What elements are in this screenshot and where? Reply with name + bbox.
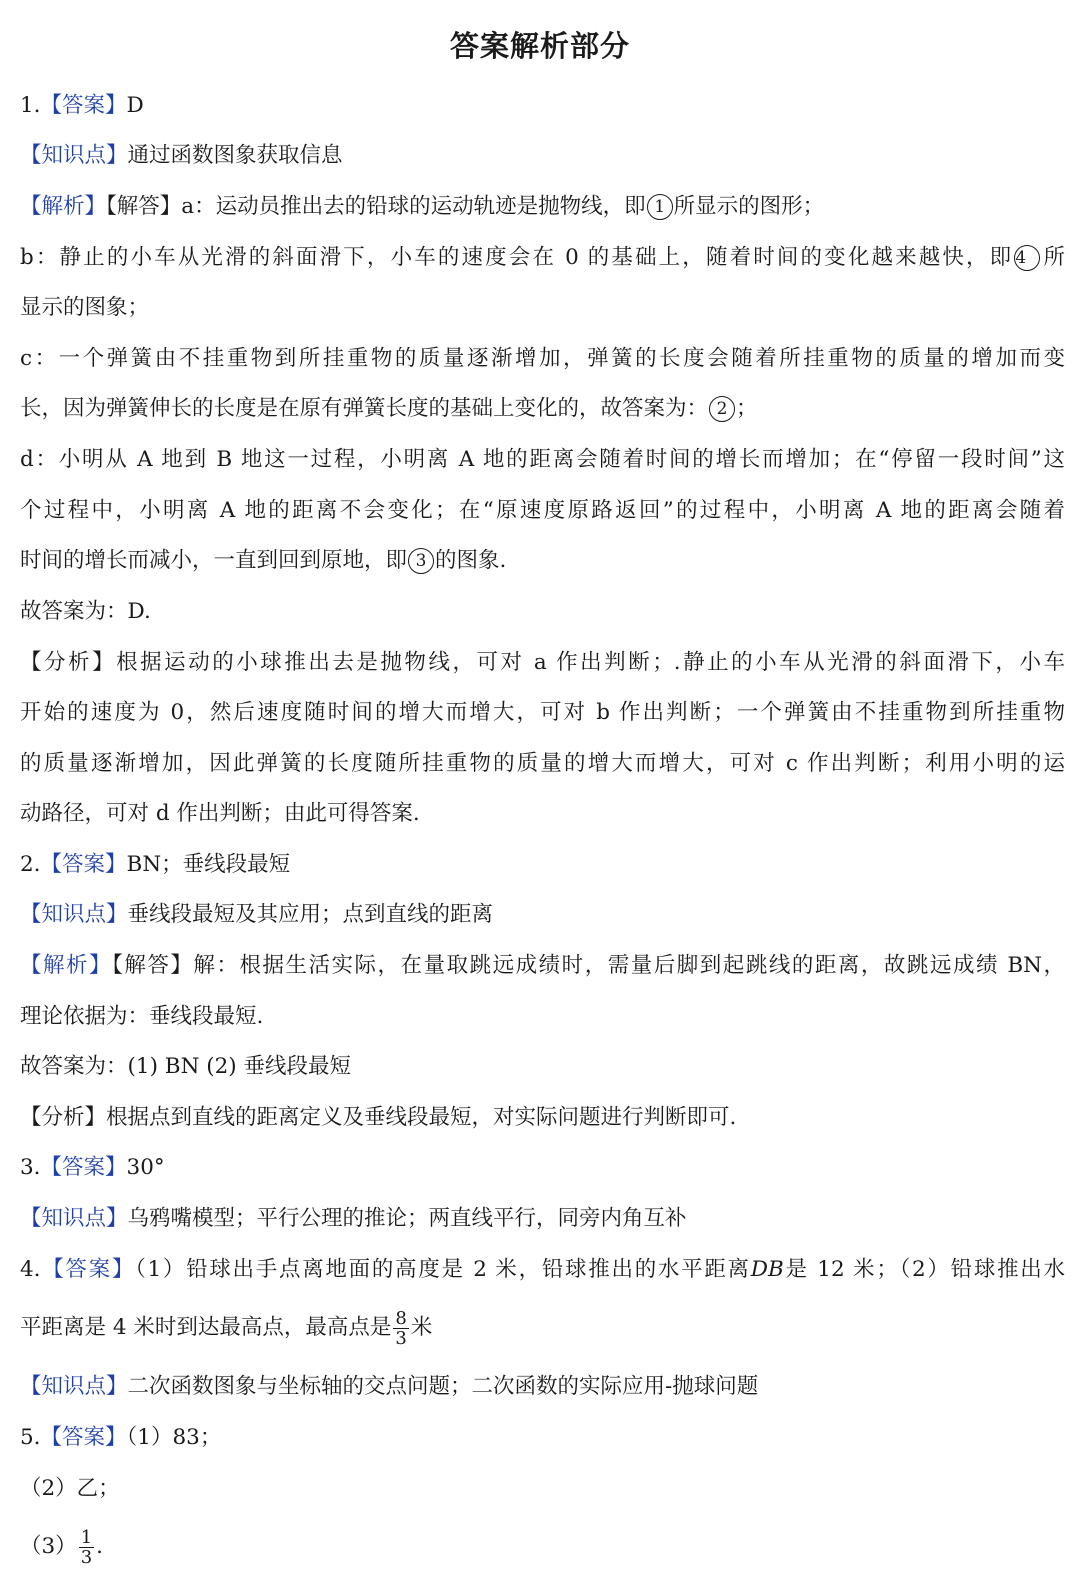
q3-answer: 30° [126, 1155, 165, 1180]
fraction-1-3 [79, 1528, 94, 1567]
circled-number: 1 [647, 194, 673, 220]
q5-ans3-suffix: . [96, 1534, 103, 1559]
q1-final-line [20, 594, 1065, 630]
answer-label: 【答案】 [40, 93, 127, 118]
q4-answer-line-2 [20, 1306, 1065, 1350]
q1-b-text2: 所 [1041, 245, 1065, 270]
q1-answer-line [20, 88, 1065, 124]
q2-sol2: 理论依据为：垂线段最短. [20, 1004, 264, 1029]
q2-number: 2. [20, 852, 41, 877]
q1-c-text3: ； [736, 396, 758, 421]
knowledge-label: 【知识点】 [20, 1206, 128, 1231]
q4-knowledge-line [20, 1369, 1065, 1405]
analysis-label: 【解析】 [20, 194, 107, 219]
q1-answer: D [126, 93, 144, 118]
q1-b-text3: 显示的图象； [20, 295, 150, 320]
q2-final-line [20, 1049, 1065, 1085]
knowledge-label: 【知识点】 [20, 1374, 128, 1399]
q2-solution-line [20, 948, 1065, 984]
fraction-numerator: 8 [395, 1307, 407, 1329]
knowledge-label: 【知识点】 [20, 143, 128, 168]
q1-d-line-3 [20, 543, 1065, 579]
q1-c-text1: c：一个弹簧由不挂重物到所挂重物的质量逐渐增加，弹簧的长度会随着所挂重物的质量的增加而变 [20, 346, 1065, 371]
q1-review-line-4 [20, 796, 1065, 832]
fraction-numerator: 1 [80, 1526, 93, 1548]
q5-answer-line [20, 1420, 1065, 1456]
q4-ans1a: （1）铅球出手点离地面的高度是 2 米，铅球推出的水平距离 [135, 1257, 751, 1282]
fraction-8-3 [393, 1309, 408, 1348]
analysis-label: 【解析】 [20, 953, 113, 978]
answer-label: 【答案】 [40, 1257, 136, 1282]
q2-review: 根据点到直线的距离定义及垂线段最短，对实际问题进行判断即可. [106, 1105, 737, 1130]
solution-label: 【解答】 [112, 953, 194, 978]
q1-d-text3: 时间的增长而减小，一直到回到原地，即 [20, 548, 408, 573]
q5-ans3-prefix: （3） [20, 1534, 77, 1559]
q1-review-line-2 [20, 695, 1065, 731]
answer-label: 【答案】 [40, 1425, 127, 1450]
q1-review4: 动路径，可对 d 作出判断；由此可得答案. [20, 801, 420, 826]
q1-knowledge: 通过函数图象获取信息 [127, 143, 343, 168]
q1-d-text4: 的图象. [435, 548, 507, 573]
q1-a-text1: a：运动员推出去的铅球的运动轨迹是抛物线，即 [181, 194, 646, 219]
q5-answer-line-2 [20, 1471, 1065, 1507]
q3-knowledge: 乌鸦嘴模型；平行公理的推论；两直线平行，同旁内角互补 [127, 1206, 687, 1231]
q3-answer-line [20, 1150, 1065, 1186]
q1-review3: 的质量逐渐增加，因此弹簧的长度随所挂重物的质量的增大而增大，可对 c 作出判断；利用小明的运 [20, 751, 1065, 776]
q5-answer-line-3 [20, 1525, 1065, 1569]
q5-number: 5. [20, 1425, 41, 1450]
q3-number: 3. [20, 1155, 41, 1180]
fraction-denominator: 3 [395, 1327, 407, 1349]
q2-review-line [20, 1100, 1065, 1136]
q4-var-db: DB [750, 1257, 784, 1282]
q1-d-text1: d：小明从 A 地到 B 地这一过程，小明离 A 地的距离会随着时间的增长而增加；在“停留一段时间”这 [20, 447, 1065, 472]
q1-d-line-2 [20, 493, 1065, 529]
q2-answer: BN；垂线段最短 [126, 852, 291, 877]
circled-number: 2 [709, 396, 735, 422]
q1-c-text2: 长，因为弹簧伸长的长度是在原有弹簧长度的基础上变化的，故答案为： [20, 396, 709, 421]
q2-answer-line [20, 847, 1065, 883]
answer-label: 【答案】 [40, 1155, 127, 1180]
circled-number: 4 [1014, 245, 1040, 271]
q1-review1: 根据运动的小球推出去是抛物线，可对 a 作出判断；.静止的小车从光滑的斜面滑下，小车 [116, 650, 1065, 675]
q2-solution-line-2 [20, 999, 1065, 1035]
q5-ans1: （1）83； [126, 1425, 222, 1450]
q1-knowledge-line [20, 138, 1065, 174]
q1-analysis-line-a [20, 189, 1065, 225]
fraction-denominator: 3 [80, 1546, 93, 1568]
q1-review-line-3 [20, 746, 1065, 782]
q1-d-line [20, 442, 1065, 478]
q1-review-line [20, 645, 1065, 681]
q2-knowledge-line [20, 897, 1065, 933]
q1-review2: 开始的速度为 0，然后速度随时间的增大而增大，可对 b 作出判断；一个弹簧由不挂重物到所挂重物 [20, 700, 1065, 725]
q1-final: 故答案为：D. [20, 599, 151, 624]
q1-d-text2: 个过程中，小明离 A 地的距离不会变化；在“原速度原路返回”的过程中，小明离 A 地的距离会随着 [20, 498, 1065, 523]
q2-final: 故答案为：(1) BN (2) 垂线段最短 [20, 1054, 352, 1079]
q1-number: 1. [20, 93, 41, 118]
circled-number: 3 [408, 548, 434, 574]
q1-c-line-2 [20, 391, 1065, 427]
solution-label: 【解答】 [106, 194, 182, 219]
q1-b-text1: b：静止的小车从光滑的斜面滑下，小车的速度会在 0 的基础上，随着时间的变化越来越快，即 [20, 245, 1014, 270]
review-label: 【分析】 [20, 650, 117, 675]
q1-b-line [20, 240, 1065, 276]
q1-b-line-2 [20, 290, 1065, 326]
q4-answer-line [20, 1252, 1065, 1288]
q4-knowledge: 二次函数图象与坐标轴的交点问题；二次函数的实际应用-抛球问题 [127, 1374, 759, 1399]
page-title: 答案解析部分 [449, 29, 630, 63]
q2-sol1: 解：根据生活实际，在量取跳远成绩时，需量后脚到起跳线的距离，故跳远成绩 BN， [193, 953, 1065, 978]
q3-knowledge-line [20, 1201, 1065, 1237]
q4-ans2b: 米 [410, 1315, 433, 1340]
q2-knowledge: 垂线段最短及其应用；点到直线的距离 [127, 902, 494, 927]
q4-number: 4. [20, 1257, 41, 1282]
q1-c-line [20, 341, 1065, 377]
q4-ans1b: 是 12 米；（2）铅球推出水 [783, 1257, 1065, 1282]
review-label: 【分析】 [20, 1105, 107, 1130]
knowledge-label: 【知识点】 [20, 902, 128, 927]
q4-ans2a: 平距离是 4 米时到达最高点，最高点是 [20, 1315, 392, 1340]
q1-a-text2: 所显示的图形； [673, 194, 825, 219]
q5-ans2: （2）乙； [20, 1476, 120, 1501]
answer-label: 【答案】 [40, 852, 127, 877]
